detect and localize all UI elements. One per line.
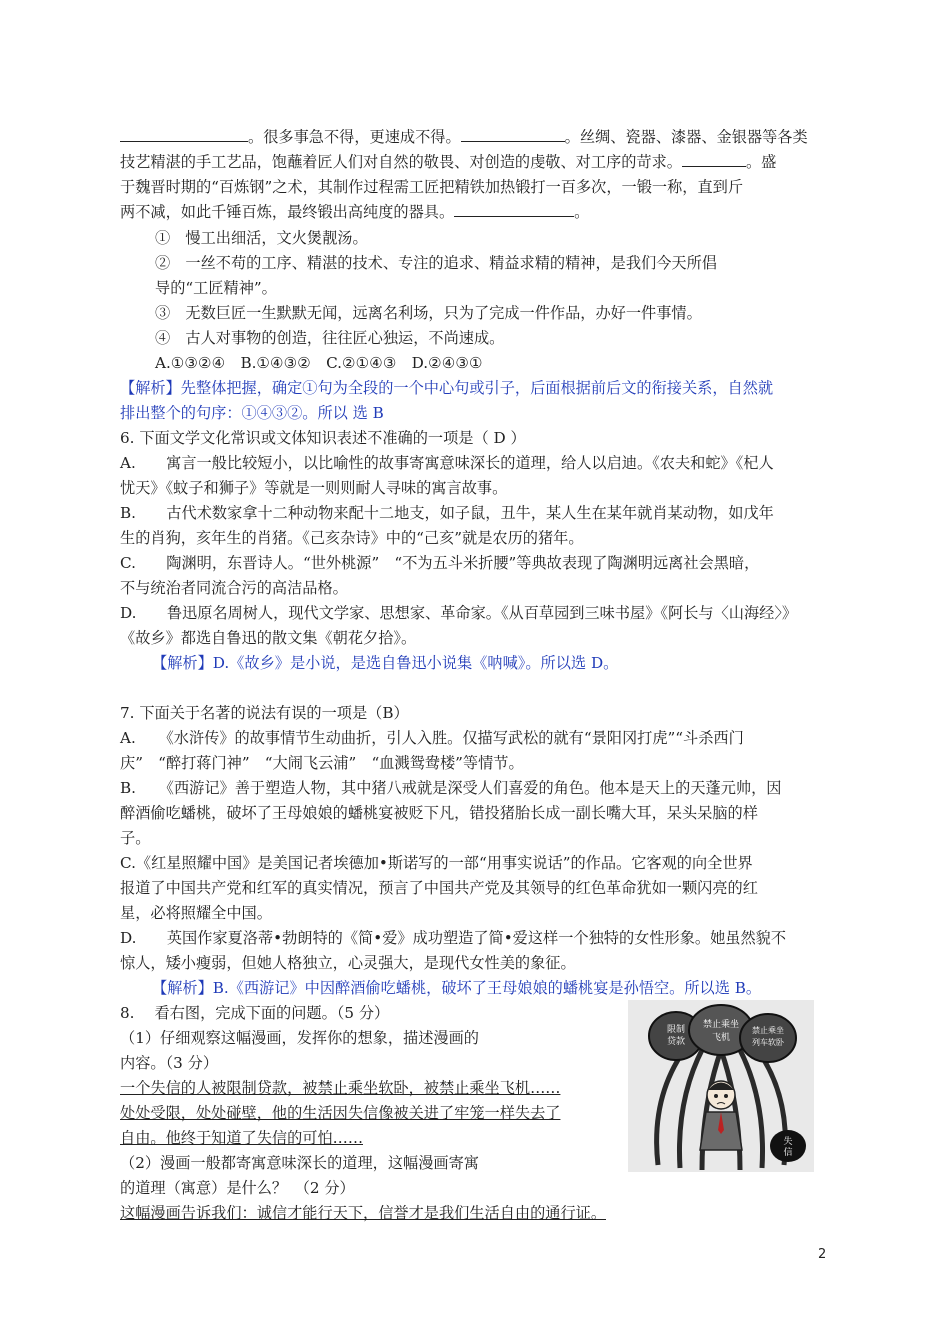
q6-option-b: B. 古代术数家拿十二种动物来配十二地支，如子鼠，丑牛，某人生在某年就肖某动物，如戊年 xyxy=(120,504,774,522)
q8-sub2: （2）漫画一般都寄寓意味深长的道理，这幅漫画寄寓 xyxy=(120,1154,479,1172)
q5-option-2: ② 一丝不苟的工序、精湛的技术、专注的追求、精益求精的精神，是我们今天所倡 xyxy=(155,254,717,272)
q8-answer-2: 这幅漫画告诉我们：诚信才能行天下，信誉才是我们生活自由的通行证。 xyxy=(120,1204,606,1222)
q5-line-2: 技艺精湛的手工艺品，饱蘸着匠人们对自然的敬畏、对创造的虔敬、对工序的苛求。 。盛 xyxy=(120,153,777,171)
svg-text:贷款: 贷款 xyxy=(666,1037,686,1047)
q5-line-4: 两不减，如此千锤百炼，最终锻出高纯度的器具。 。 xyxy=(120,203,590,221)
fill-blank[interactable] xyxy=(454,202,574,217)
q5-option-2-cont: 导的“工匠精神”。 xyxy=(155,279,277,297)
q6-option-d: D. 鲁迅原名周树人，现代文学家、思想家、革命家。《从百草园到三味书屋》《阿长与〈山海经〉》 xyxy=(120,604,798,622)
page-number: 2 xyxy=(818,1247,827,1262)
q6-option-d-cont: 《故乡》都选自鲁迅的散文集《朝花夕拾》。 xyxy=(120,629,417,647)
q5-analysis-cont: 排出整个的句序：①④③②。所以 选 B xyxy=(120,404,384,422)
q7-option-b: B. 《西游记》善于塑造人物，其中猪八戒就是深受人们喜爱的角色。他本是天上的天蓬元帅，因 xyxy=(120,779,782,797)
q7-option-a: A. 《水浒传》的故事情节生动曲折，引人入胜。仅描写武松的就有“景阳冈打虎”“斗杀西门 xyxy=(120,729,744,747)
q5-line-1: 。很多事急不得，更速成不得。 。丝绸、瓷器、漆器、金银器等各类 xyxy=(120,127,808,147)
q8-answer-1-cont2: 自由。他终于知道了失信的可怕…… xyxy=(120,1129,363,1147)
q7-option-d-cont: 惊人，矮小瘦弱，但她人格独立，心灵强大，是现代女性美的象征。 xyxy=(120,954,576,972)
svg-text:列车软卧: 列车软卧 xyxy=(752,1038,784,1047)
q6-stem: 6. 下面文学文化常识或文体知识表述不准确的一项是（ D ） xyxy=(120,429,526,447)
q7-option-c: C.《红星照耀中国》是美国记者埃德加•斯诺写的一部“用事实说话”的作品。它客观的向全世界 xyxy=(120,854,753,872)
q5-option-3: ③ 无数巨匠一生默默无闻，远离名利场，只为了完成一件作品，办好一件事情。 xyxy=(155,304,702,322)
q5-option-4: ④ 古人对事物的创造，往往匠心独运，不尚速成。 xyxy=(155,329,505,347)
q5-choices: A.①③②④ B.①④③② C.②①④③ D.②④③① xyxy=(155,354,483,372)
fill-blank[interactable] xyxy=(682,152,746,167)
sign-text-2: 禁止乘坐 xyxy=(702,1020,740,1030)
q7-stem: 7. 下面关于名著的说法有误的一项是（B） xyxy=(120,704,409,722)
svg-text:飞机: 飞机 xyxy=(711,1033,731,1043)
fill-blank[interactable] xyxy=(120,127,248,142)
q5-option-1: ① 慢工出细活，文火煲靓汤。 xyxy=(155,229,368,247)
q8-sub1-cont: 内容。（3 分） xyxy=(120,1054,219,1072)
q5-analysis: 【解析】先整体把握，确定①句为全段的一个中心句或引子，后面根据前后文的衔接关系，自然就 xyxy=(120,379,774,397)
q6-option-a-cont: 忧天》《蚊子和狮子》等就是一则则耐人寻味的寓言故事。 xyxy=(120,479,508,497)
q8-answer-1-cont: 处处受限，处处碰壁，他的生活因失信像被关进了牢笼一样失去了 xyxy=(120,1104,561,1122)
credit-cage-cartoon xyxy=(628,1000,814,1172)
q6-option-c-cont: 不与统治者同流合污的高洁品格。 xyxy=(120,579,348,597)
q6-analysis: 【解析】D.《故乡》是小说，是选自鲁迅小说集《呐喊》。所以选 D。 xyxy=(152,654,619,672)
q7-option-c-cont: 报道了中国共产党和红军的真实情况，预言了中国共产党及其领导的红色革命犹如一颗闪亮的红 xyxy=(120,879,758,897)
q7-option-b-cont: 醉酒偷吃蟠桃，破坏了王母娘娘的蟠桃宴被贬下凡，错投猪胎长成一副长嘴大耳，呆头呆脑的样 xyxy=(120,804,758,822)
q5-line-3: 于魏晋时期的“百炼钢”之术，其制作过程需工匠把精铁加热锻打一百多次，一锻一称，直到斤 xyxy=(120,178,744,196)
q7-option-d: D. 英国作家夏洛蒂•勃朗特的《简•爱》成功塑造了简•爱这样一个独特的女性形象。她虽然貌不 xyxy=(120,929,787,947)
q6-option-a: A. 寓言一般比较短小，以比喻性的故事寄寓意味深长的道理，给人以启迪。《农夫和蛇》《杞人 xyxy=(120,454,774,472)
svg-text:信: 信 xyxy=(783,1148,793,1158)
fill-blank[interactable] xyxy=(461,127,565,142)
q7-option-c-cont2: 星，必将照耀全中国。 xyxy=(120,904,272,922)
q7-analysis: 【解析】B.《西游记》中因醉酒偷吃蟠桃，破坏了王母娘娘的蟠桃宴是孙悟空。所以选 B。 xyxy=(152,979,762,997)
sign-text-1: 限制 xyxy=(666,1025,686,1035)
q6-option-c: C. 陶渊明，东晋诗人。“世外桃源” “不为五斗米折腰”等典故表现了陶渊明远离社会黑暗， xyxy=(120,554,760,572)
sign-text-3: 禁止乘坐 xyxy=(752,1026,784,1035)
q8-sub1: （1）仔细观察这幅漫画，发挥你的想象，描述漫画的 xyxy=(120,1029,479,1047)
tag-text: 失 xyxy=(783,1137,793,1147)
q7-option-b-cont2: 子。 xyxy=(120,829,151,847)
q6-option-b-cont: 生的肖狗，亥年生的肖猪。《己亥杂诗》中的“己亥”就是农历的猪年。 xyxy=(120,529,584,547)
q8-answer-1: 一个失信的人被限制贷款，被禁止乘坐软卧，被禁止乘坐飞机…… xyxy=(120,1079,561,1097)
q7-option-a-cont: 庆” “醉打蒋门神” “大闹飞云浦” “血溅鸳鸯楼”等情节。 xyxy=(120,754,524,772)
q8-sub2-cont: 的道理（寓意）是什么？ （2 分） xyxy=(120,1179,355,1197)
q8-stem: 8. 看右图，完成下面的问题。（5 分） xyxy=(120,1004,390,1022)
